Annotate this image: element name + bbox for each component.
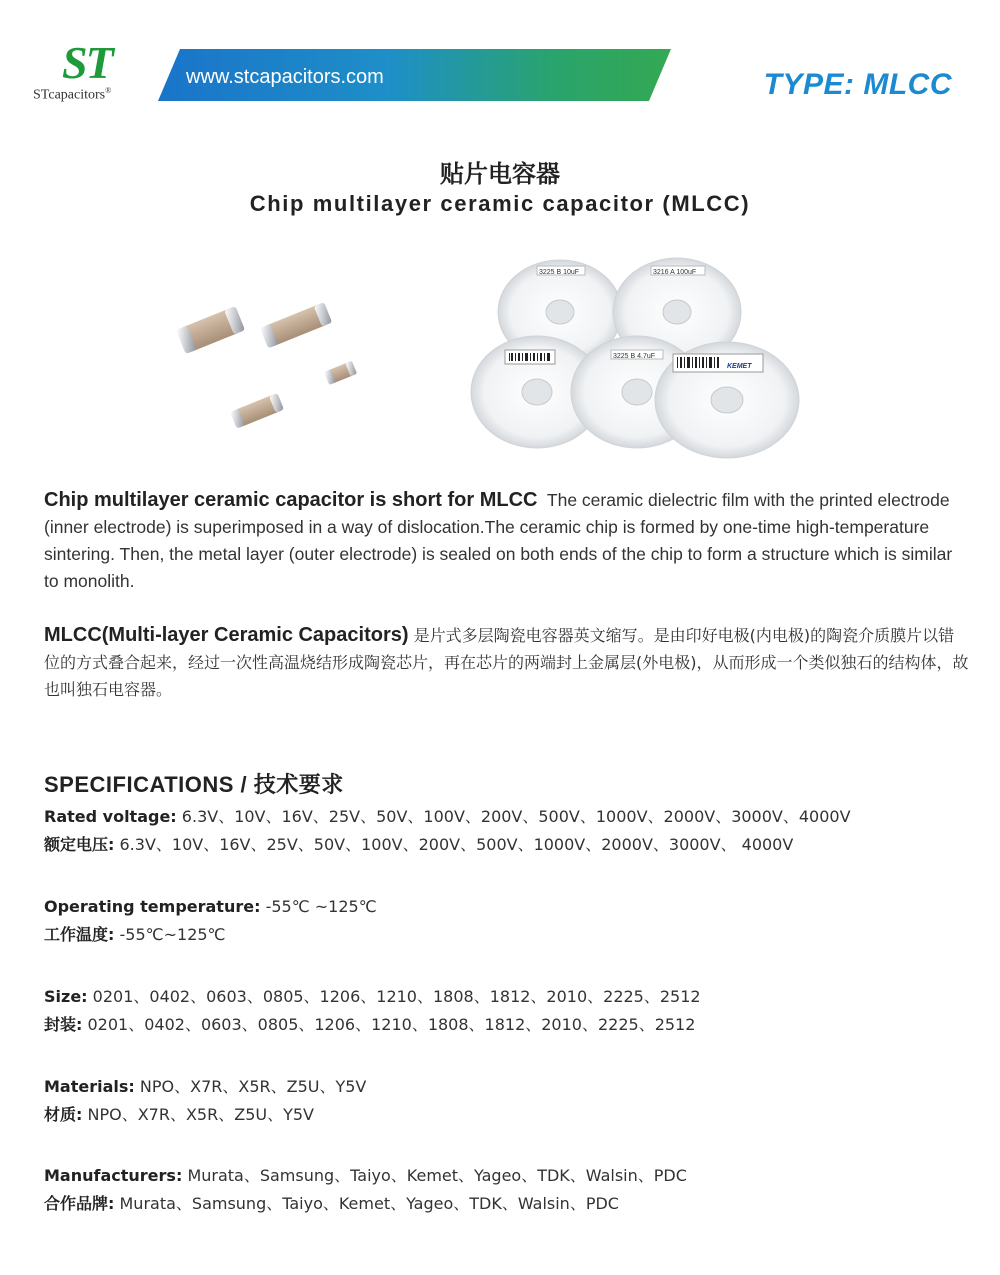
spec-rated-voltage: [44, 803, 964, 859]
spec-manufacturers: [44, 1162, 964, 1218]
spec-line-en: Size: 0201、0402、0603、0805、1206、1210、1808、1812、2010、2225、2512: [44, 987, 701, 1006]
specifications-heading: SPECIFICATIONS / 技术要求: [44, 772, 344, 797]
intro-en-lead: Chip multilayer ceramic capacitor is short for MLCC: [44, 489, 538, 511]
reel-label-b: 3216 A 100uF: [653, 269, 697, 276]
spec-line-en: Rated voltage: 6.3V、10V、16V、25V、50V、100V、200V、500V、1000V、2000V、3000V、4000V: [44, 807, 851, 826]
website-url[interactable]: www.stcapacitors.com: [186, 66, 384, 88]
reel-label-c: 3225 B 4.7uF: [613, 353, 656, 360]
intro-cn-text: 是片式多层陶瓷电容器英文缩写。是由印好电极(内电极)的陶瓷介质膜片以错位的方式叠合起来，经过一次性高温烧结形成陶瓷芯片，再在芯片的两端封上金属层(外电极)，从而形成一个类似独石的结构体，故也叫独石电容器。: [44, 626, 969, 699]
mlcc-chips-image: [168, 290, 378, 440]
spec-line-cn: 额定电压: 6.3V、10V、16V、25V、50V、100V、200V、500V、1000V、2000V、3000V、 4000V: [44, 835, 794, 854]
spec-line-cn: 封装: 0201、0402、0603、0805、1206、1210、1808、1812、2010、2225、2512: [44, 1015, 696, 1034]
logo-mark: ST: [62, 37, 112, 88]
intro-cn-lead: MLCC(Multi-layer Ceramic Capacitors): [44, 624, 409, 646]
spec-line-en: Materials: NPO、X7R、X5R、Z5U、Y5V: [44, 1077, 367, 1096]
spec-materials: [44, 1073, 964, 1129]
intro-paragraph-en: [44, 487, 969, 595]
page-title-cn: 贴片电容器: [440, 160, 560, 188]
reel-label-a: 3225 B 10uF: [539, 269, 580, 276]
spec-operating-temperature: [44, 893, 964, 949]
spec-size: [44, 983, 964, 1039]
logo-text: STcapacitors®: [33, 86, 112, 103]
page-title-en: Chip multilayer ceramic capacitor (MLCC): [249, 191, 751, 216]
spec-line-cn: 合作品牌: Murata、Samsung、Taiyo、Kemet、Yageo、TDK、Walsin、PDC: [44, 1194, 619, 1213]
spec-line-cn: 工作温度: -55℃~125℃: [44, 925, 226, 944]
intro-paragraph-cn: [44, 622, 969, 703]
reel-brand-kemet: KEMET: [727, 363, 752, 370]
intro-en-text: The ceramic dielectric film with the printed electrode (inner electrode) is superimposed in a way of dislocation.The ceramic chip is formed by one-time high-temperature sintering. Then, the metal layer (outer electrode) is sealed on both ends of the chip to form a structure which is similar to monolith.: [44, 490, 953, 591]
spec-line-cn: 材质: NPO、X7R、X5R、Z5U、Y5V: [44, 1105, 314, 1124]
spec-line-en: Manufacturers: Murata、Samsung、Taiyo、Kemet、Yageo、TDK、Walsin、PDC: [44, 1166, 687, 1185]
mlcc-reels-image: [465, 250, 805, 460]
spec-line-en: Operating temperature: -55℃ ~125℃: [44, 897, 377, 916]
type-label: TYPE: MLCC: [763, 68, 952, 101]
